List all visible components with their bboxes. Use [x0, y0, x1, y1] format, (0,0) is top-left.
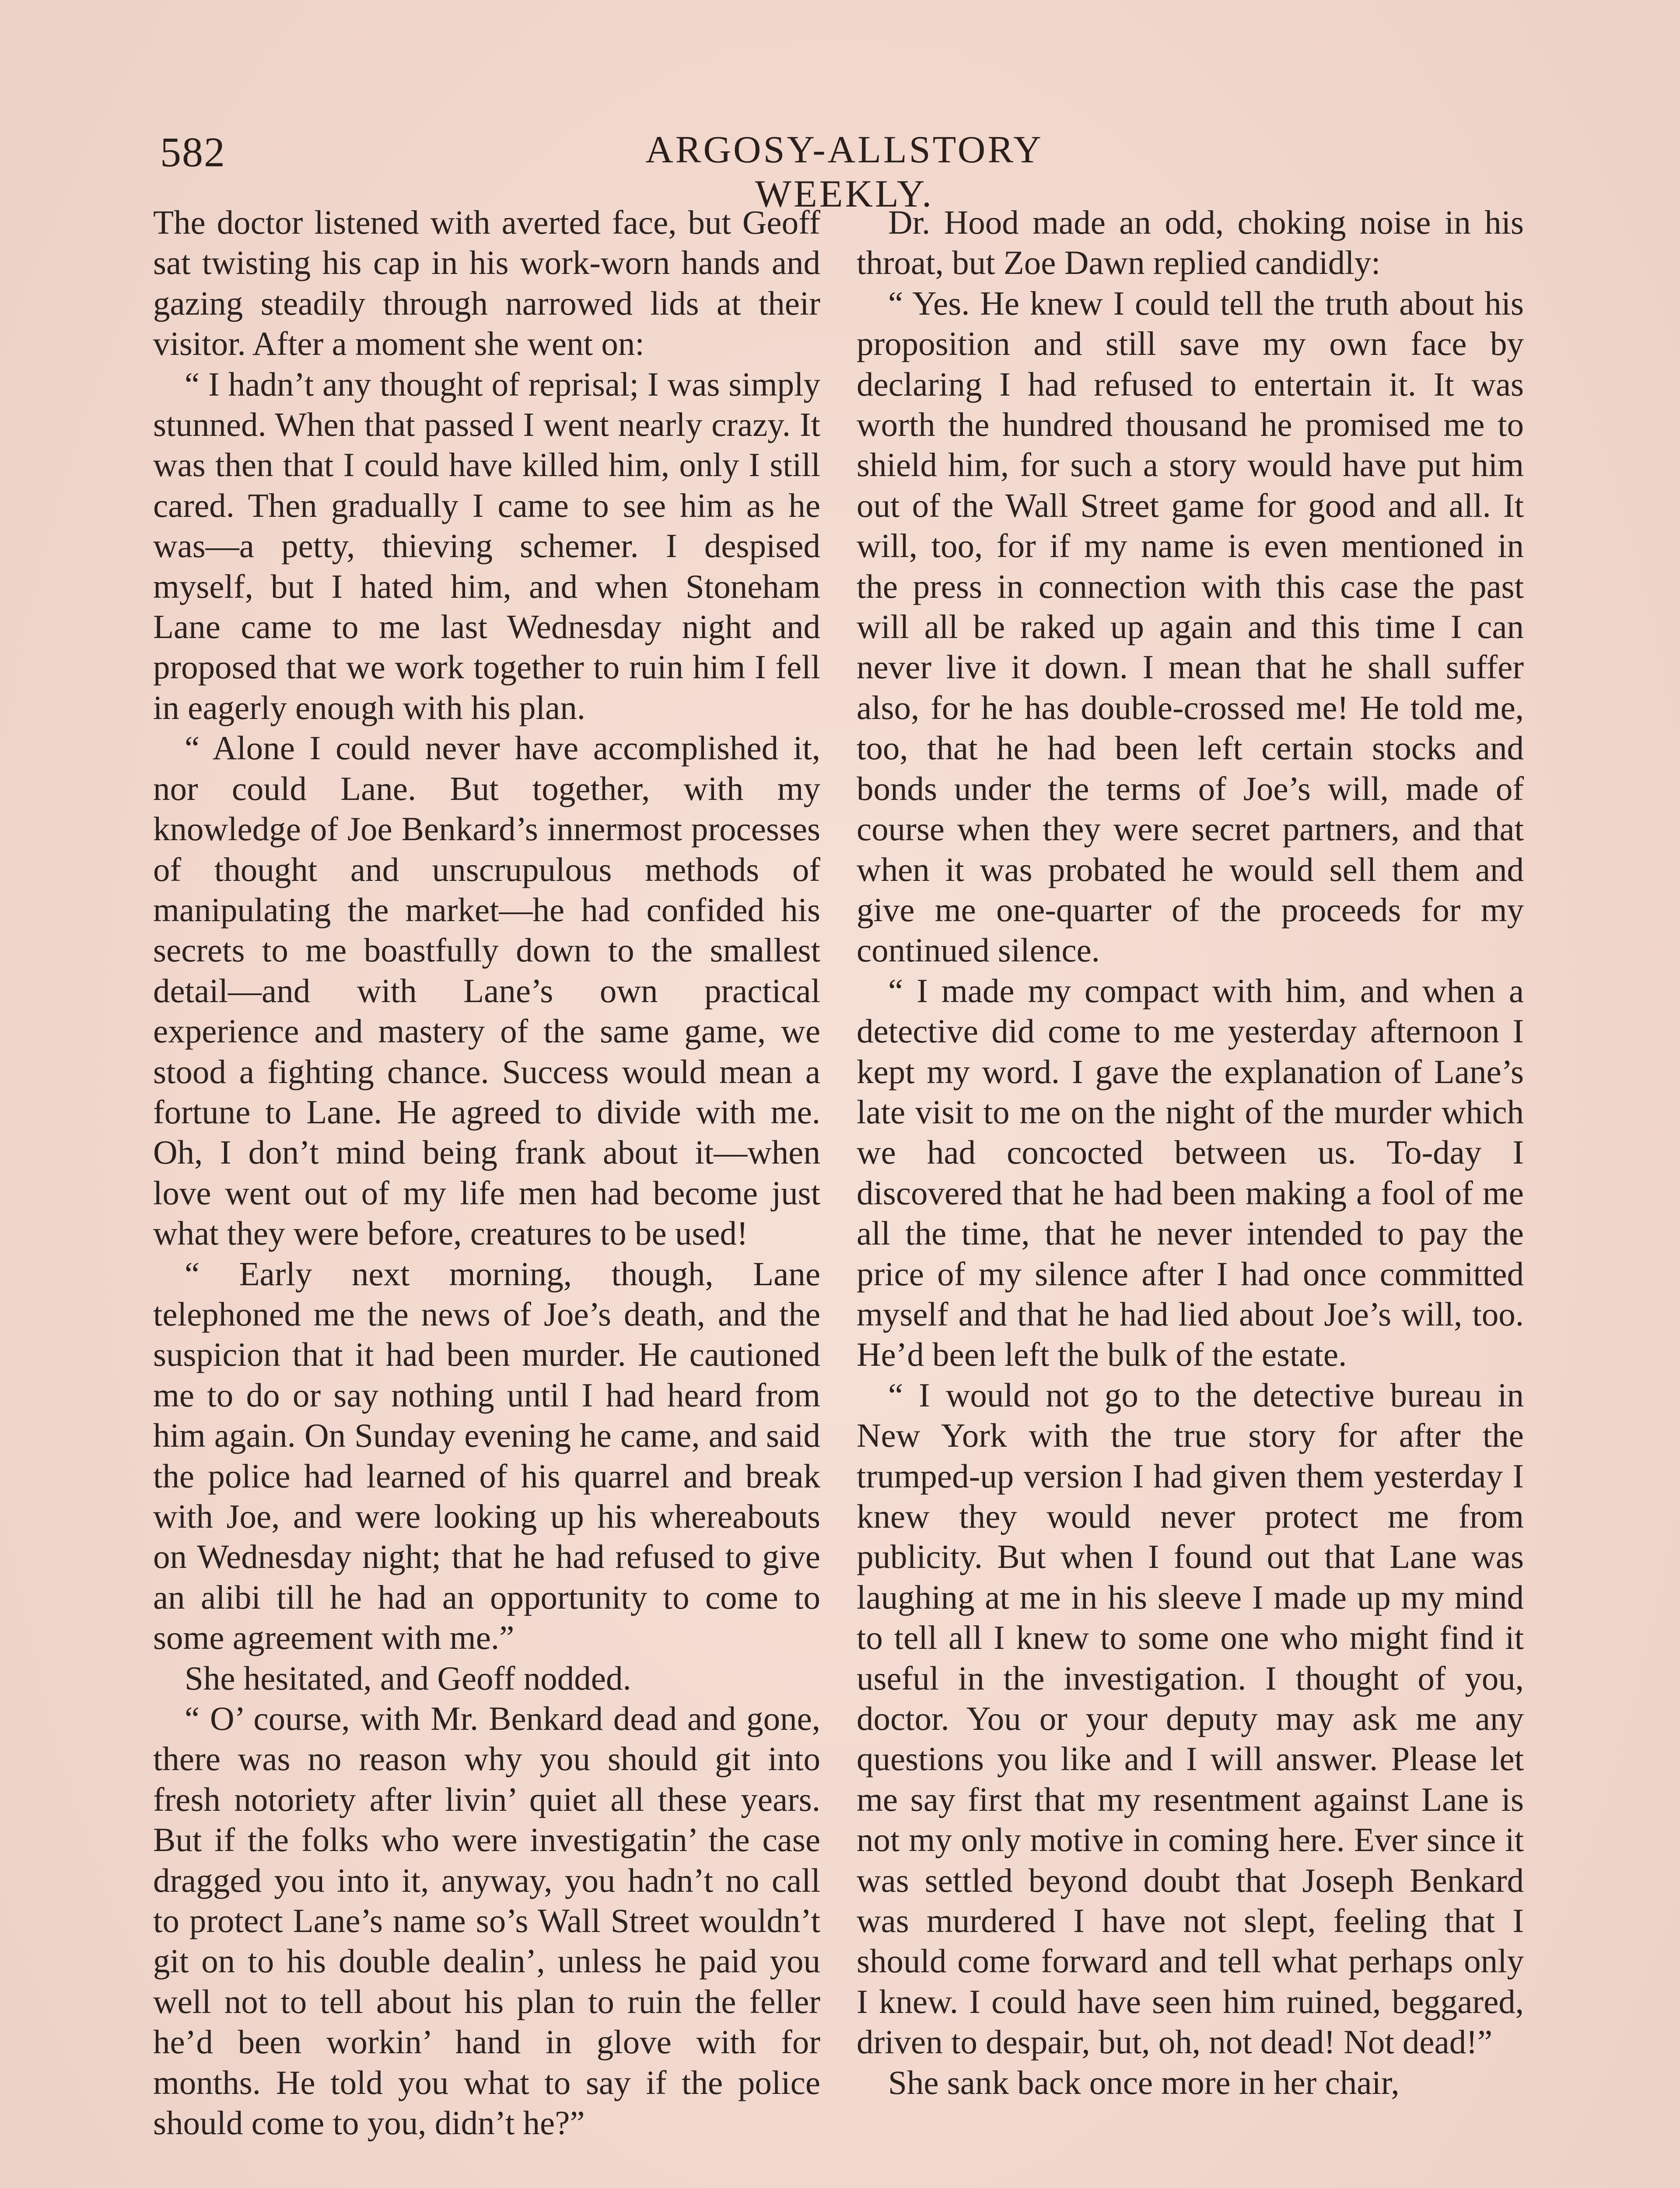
paragraph: “ I would not go to the detective bureau in New York with the true story for after the trumped-up version I had given them yesterday I knew they would never protect me from publicity. But when I found out that Lane was laughing at me in his sleeve I made up my mind to tell all I knew to some one who might find it useful in the investigation. I thought of you, doctor. You or your deputy may ask me any questions you like and I will answer. Please let me say first that my resentment against Lane is not my only motive in coming here. Ever since it was settled beyond doubt that Joseph Benkard was murdered I have not slept, feeling that I should come forward and tell what perhaps only I knew. I could have seen him ruined, beggared, driven to despair, but, oh, not dead! Not dead!”	[857, 1376, 1524, 2061]
paragraph: “ Alone I could never have accomplished it, nor could Lane. But together, with my knowledge of Joe Benkard’s innermost processes of thought and unscrupulous methods of manipulating the market—he had confided his secrets to me boastfully down to the smallest detail—and with Lane’s own practical experience and mastery of the same game, we stood a fighting chance. Success would mean a fortune to Lane. He agreed to divide with me. Oh, I don’t mind being frank about it—when love went out of my life men had become just what they were before, creatures to be used!	[153, 729, 820, 1252]
paragraph: “ Early next morning, though, Lane telephoned me the news of Joe’s death, and the suspicion that it had been murder. He cautioned me to do or say nothing until I had heard from him again. On Sunday evening he came, and said the police had learned of his quarrel and break with Joe, and were looking up his whereabouts on Wednesday night; that he had refused to give an alibi till he had an opportunity to come to some agreement with me.”	[153, 1255, 820, 1657]
paragraph: “ O’ course, with Mr. Benkard dead and gone, there was no reason why you should git into fresh notoriety after livin’ quiet all these years. But if the folks who were investigatin’ the case dragged you into it, anyway, you hadn’t no call to protect Lane’s name so’s Wall Street wouldn’t git on to his double dealin’, unless he paid you well not to tell about his plan to ruin the feller he’d been workin’ hand in glove with for months. He told you what to say if the police should come to you, didn’t he?”	[153, 1700, 820, 2142]
page-number: 582	[160, 129, 226, 175]
paragraph: She sank back once more in her chair,	[888, 2063, 1400, 2101]
page-header	[0, 115, 1680, 215]
paragraph: “ I made my compact with him, and when a detective did come to me yesterday afternoon I kept my word. I gave the explanation of Lane’s late visit to me on the night of the murder which we had concocted between us. To-day I discovered that he had been making a fool of me all the time, that he never intended to pay the price of my silence after I had once committed myself and that he had lied about Joe’s will, too. He’d been left the bulk of the estate.	[857, 971, 1524, 1374]
right-column	[857, 202, 1524, 2103]
paragraph: Dr. Hood made an odd, choking noise in his throat, but Zoe Dawn replied candidly:	[857, 203, 1524, 282]
paragraph: “ Yes. He knew I could tell the truth about his proposition and still save my own face by declaring I had refused to entertain it. It was worth the hundred thousand he promised me to shield him, for such a story would have put him out of the Wall Street game for good and all. It will, too, for if my name is even mentioned in the press in connection with this case the past will all be raked up again and this time I can never live it down. I mean that he shall suffer also, for he has double-crossed me! He told me, too, that he had been left certain stocks and bonds under the terms of Joe’s will, made of course when they were secret partners, and that when it was probated he would sell them and give me one-quarter of the proceeds for my continued silence.	[857, 284, 1524, 969]
running-title: ARGOSY-ALLSTORY WEEKLY.	[645, 129, 1043, 215]
paragraph: The doctor listened with averted face, but Geoff sat twisting his cap in his work-worn hands and gazing steadily through narrowed lids at their visitor. After a moment she went on:	[153, 203, 820, 363]
paragraph: “ I hadn’t any thought of reprisal; I was simply stunned. When that passed I went nearly crazy. It was then that I could have killed him, only I still cared. Then gradually I came to see him as he was—a petty, thieving schemer. I despised myself, but I hated him, and when Stoneham Lane came to me last Wednesday night and proposed that we work together to ruin him I fell in eagerly enough with his plan.	[153, 365, 820, 726]
paragraph: She hesitated, and Geoff nodded.	[185, 1659, 631, 1697]
left-column	[153, 202, 820, 2143]
